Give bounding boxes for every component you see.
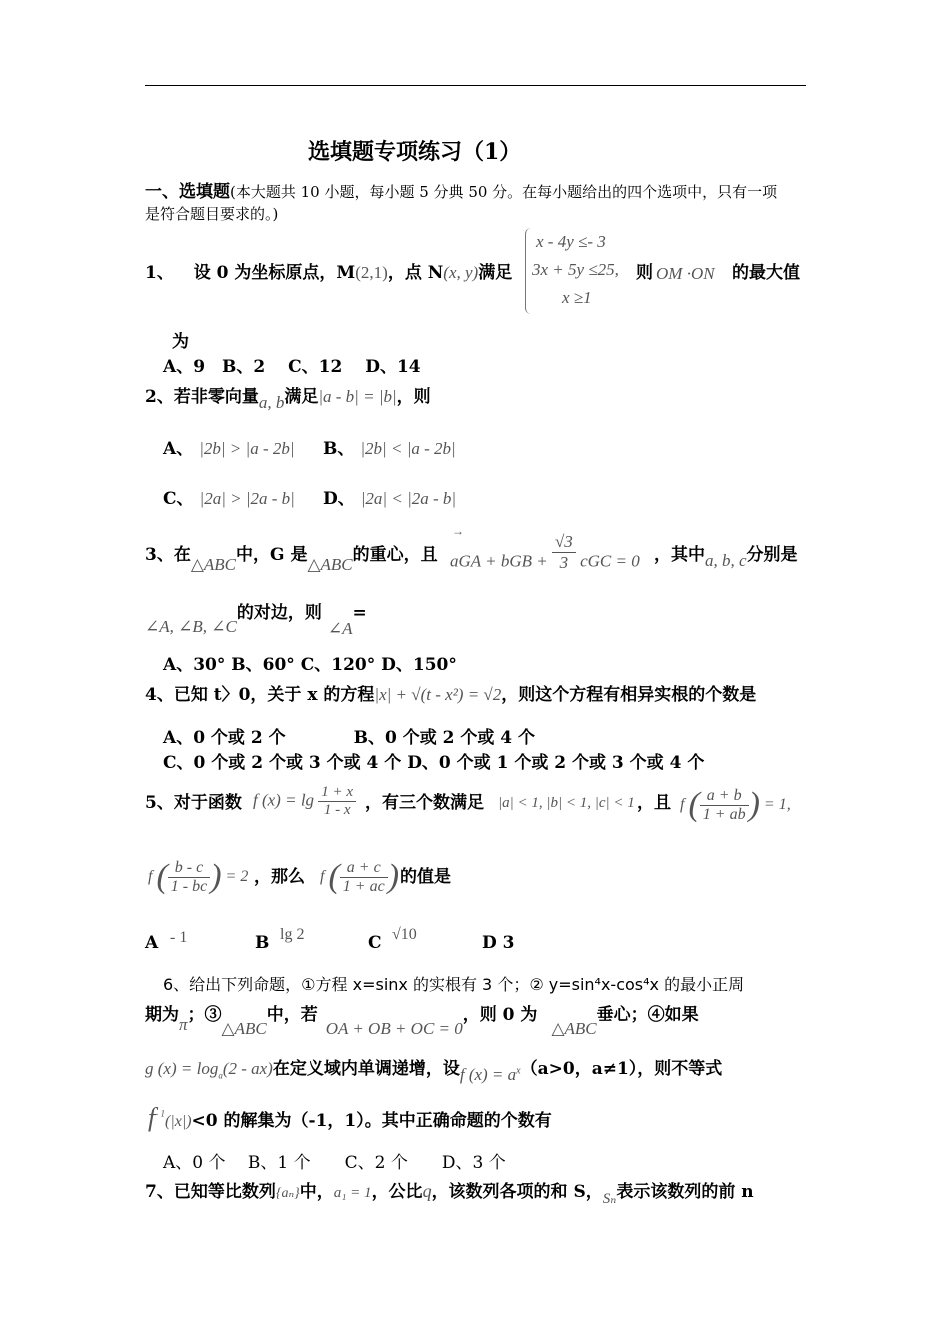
q2-option-d-label: D、: [323, 489, 355, 509]
q1-point-m: (2,1): [355, 263, 388, 282]
q5-text-1: ，有三个数满足: [365, 793, 484, 813]
q6-l2b: ；③: [187, 1005, 222, 1025]
q2-tail: ，则: [396, 387, 431, 407]
q6-f-inverse: [148, 1103, 165, 1132]
q2-vars: a, b: [258, 393, 285, 412]
q5-option-c-label: C: [368, 933, 382, 953]
q1-text-a: 设 0 为坐标原点，M: [193, 263, 356, 283]
q4-options-cd: C、0 个或 2 个或 3 个或 4 个 D、0 个或 1 个或 2 个或 3 个或 4 个: [163, 753, 705, 773]
q2-option-a-expr: |2b| > |a - 2b|: [199, 439, 295, 458]
q7-sequence: {aₙ}: [275, 1186, 300, 1201]
q3-angles: ∠A, ∠B, ∠C: [145, 617, 237, 636]
q3-text-1: 中，G 是: [236, 545, 308, 565]
q6-line4: [148, 1103, 552, 1133]
q3-angle-a: ∠A: [327, 619, 353, 638]
q7-text-3: ，该数列各项的和 S，: [431, 1182, 603, 1202]
q7-a1: a₁ = 1: [333, 1185, 372, 1201]
q5-f2-fraction: [168, 859, 210, 896]
q3-vector-equation: [450, 524, 640, 573]
q4-tail: ，则这个方程有相异实根的个数是: [501, 685, 757, 705]
q6-finv-exp: - 1: [155, 1108, 165, 1119]
q2-option-d-expr: |2a| < |2a - b|: [360, 489, 457, 508]
top-rule: [145, 85, 806, 86]
q6-pi: π: [179, 1015, 188, 1034]
q4-equation: |x| + √(t - x²) = √2: [374, 685, 502, 704]
q2-option-c-expr: |2a| > |2a - b|: [199, 489, 295, 508]
q5-function-num: 1 + x: [318, 784, 356, 802]
q3-triangle-2: △ABC: [307, 555, 353, 574]
q1-constraint-1: x - 4y ≤- 3: [536, 232, 606, 251]
q6-options: A、0 个 B、1 个 C、2 个 D、3 个: [163, 1153, 506, 1173]
q3-text-2: 的重心，且: [352, 545, 438, 565]
page-title: 选填题专项练习（1）: [308, 139, 522, 165]
q5-function-head: f (x) = lg: [253, 790, 315, 810]
q6-vector-sum: OA + OB + OC = 0: [325, 1019, 463, 1038]
q6-finv-arg: (|x|): [164, 1113, 192, 1130]
q3-lead: 3、在: [145, 545, 191, 565]
q6-g-base: a: [218, 1070, 223, 1081]
q3-triangle-1: △ABC: [190, 555, 237, 574]
q2-mid: 满足: [284, 387, 319, 407]
section-intro: [145, 177, 777, 202]
q5-f1-den: 1 + ab: [702, 805, 746, 823]
q1-text-d: 则: [636, 263, 653, 283]
q6-l2d: ，则 0 为: [462, 1005, 538, 1025]
q5-option-a-label: A: [145, 933, 159, 953]
q3-eq-part-a: aGA + bGB +: [450, 551, 548, 571]
q3-fraction: [552, 532, 576, 573]
q3-text-3: ，其中: [654, 545, 705, 565]
q7-lead: 7、已知等比数列: [145, 1182, 276, 1202]
question-2: [145, 382, 431, 413]
q7-text-4: 表示该数列的前 n: [616, 1182, 754, 1202]
q3-abc: a, b, c: [705, 551, 747, 570]
q1-vector-product: OM ·ON: [656, 264, 715, 283]
q5-f3-den: 1 + ac: [342, 877, 385, 895]
question-4: [145, 680, 756, 705]
section-note-line1: (本大题共 10 小题，每小题 5 分典 50 分。在每小题给出的四个选项中，只有一项: [230, 183, 778, 201]
q6-f-function: [460, 1065, 521, 1084]
section-heading: 一、选填题: [145, 182, 230, 202]
q6-l4: <0 的解集为（-1，1）。其中正确命题的个数有: [191, 1111, 552, 1131]
q5-option-b-label: B: [255, 933, 270, 953]
q5-f2-num: b - c: [168, 859, 210, 878]
q5-function: [253, 784, 356, 819]
q3-options: A、30° B、60° C、120° D、150°: [163, 655, 457, 675]
q2-option-c-label: C、: [163, 489, 194, 509]
q3-fraction-num: √3: [552, 532, 576, 553]
q5-f2-den: 1 - bc: [170, 877, 208, 895]
q2-option-d: [323, 484, 456, 509]
q1-options: A、9 B、2 C、12 D、14: [163, 357, 421, 377]
q6-g-function: [145, 1059, 273, 1081]
q6-f: f (x) = a: [459, 1065, 517, 1084]
q6-line1: 6、给出下列命题，①方程 x=sinx 的实根有 3 个；② y=sin⁴x-cos⁴x 的最小正周: [163, 975, 745, 994]
q3-text-4: 分别是: [746, 545, 798, 565]
q1-constraint-2: 3x + 5y ≤25,: [532, 260, 619, 279]
q1-number: 1、: [145, 263, 174, 283]
q5-f1-value: = 1,: [763, 796, 791, 813]
q2-option-a: [163, 434, 295, 459]
q1-text-f: 为: [172, 332, 189, 352]
q2-option-b: [323, 434, 456, 459]
q3-eq-part-b: cGC = 0: [580, 551, 640, 571]
q2-option-c: [163, 484, 295, 509]
q2-lead: 2、若非零向量: [145, 387, 259, 407]
q4-options-ab: A、0 个或 2 个 B、0 个或 2 个或 4 个: [163, 728, 536, 748]
q5-text-4: 的值是: [400, 867, 451, 887]
q1-text-e: 的最大值: [732, 263, 800, 283]
q3-text-5: 的对边，则: [236, 603, 322, 623]
q2-option-b-expr: |2b| < |a - 2b|: [360, 439, 456, 458]
q1-text-c: 满足: [478, 263, 513, 283]
q5-f3-num: a + c: [340, 859, 388, 878]
q5-text-2: ，且: [637, 793, 671, 813]
q5-lead: 5、对于函数: [145, 793, 242, 813]
q7-text-2: ，公比: [371, 1182, 423, 1202]
q6-g: g (x) = log: [145, 1059, 219, 1078]
section-note-line2: 是符合题目要求的。): [145, 205, 279, 223]
q3-line2: [145, 598, 367, 639]
q2-option-b-label: B、: [323, 439, 355, 459]
q1-text-b: ，点 N: [387, 263, 444, 283]
q6-l2c: 中，若: [266, 1005, 318, 1025]
question-7: [145, 1177, 754, 1208]
q6-finv: f: [148, 1103, 156, 1132]
q6-line2: [145, 1000, 699, 1039]
q1-point-n: (x, y): [443, 263, 479, 282]
q5-option-a: - 1: [170, 929, 188, 946]
q6-line3: [145, 1054, 722, 1085]
q5-f3-fraction: [340, 859, 388, 896]
q6-l3b: （a>0，a≠1），则不等式: [520, 1059, 723, 1079]
q3-fraction-den: 3: [559, 553, 569, 572]
q7-text-1: 中，: [299, 1182, 334, 1202]
q6-triangle-2: △ABC: [551, 1019, 597, 1038]
q6-triangle-1: △ABC: [221, 1019, 267, 1038]
q6-l2a: 期为: [145, 1005, 179, 1025]
q7-q: q: [422, 1181, 432, 1201]
q5-f2-value: = 2: [225, 868, 249, 885]
q5-f1-fraction: [700, 787, 749, 824]
q3-equals: =: [352, 603, 367, 623]
q5-text-3: ，那么: [254, 867, 305, 887]
q6-l3a: 在定义域内单调递增，设: [272, 1059, 460, 1079]
q6-g-arg: (2 - ax): [222, 1059, 273, 1078]
q5-f3: f ( $\frac{a + c}{1 + ac}$ ): [320, 858, 400, 895]
q4-lead: 4、已知 t〉0，关于 x 的方程: [145, 685, 375, 705]
question-3: [145, 540, 438, 575]
q1-constraint-system: [525, 228, 651, 314]
q5-function-den: 1 - x: [323, 802, 351, 818]
q2-condition: |a - b| = |b|: [318, 387, 397, 406]
q5-option-d: D 3: [482, 933, 515, 953]
q1-constraint-3: x ≥1: [562, 288, 592, 307]
q5-function-fraction: [318, 784, 356, 819]
q5-f1-num: a + b: [700, 787, 749, 806]
q5-option-c: √10: [392, 926, 417, 943]
question-1: [145, 258, 512, 283]
q3-line1-tail: [654, 540, 798, 571]
q6-f-exp: x: [516, 1065, 521, 1077]
q6-l2e: 垂心；④如果: [596, 1005, 699, 1025]
q5-option-b: lg 2: [280, 926, 305, 943]
q2-option-a-label: A、: [163, 439, 194, 459]
q5-f2: f ( $\frac{b - c}{1 - bc}$ ) = 2: [148, 858, 249, 895]
q5-f1: f ( $\frac{a + b}{1 + ab}$ ) = 1,: [680, 786, 791, 823]
q7-sn: Sₙ: [602, 1191, 617, 1207]
q5-condition: |a| < 1, |b| < 1, |c| < 1: [498, 795, 635, 811]
q3-arrow-icon: →: [452, 524, 464, 538]
